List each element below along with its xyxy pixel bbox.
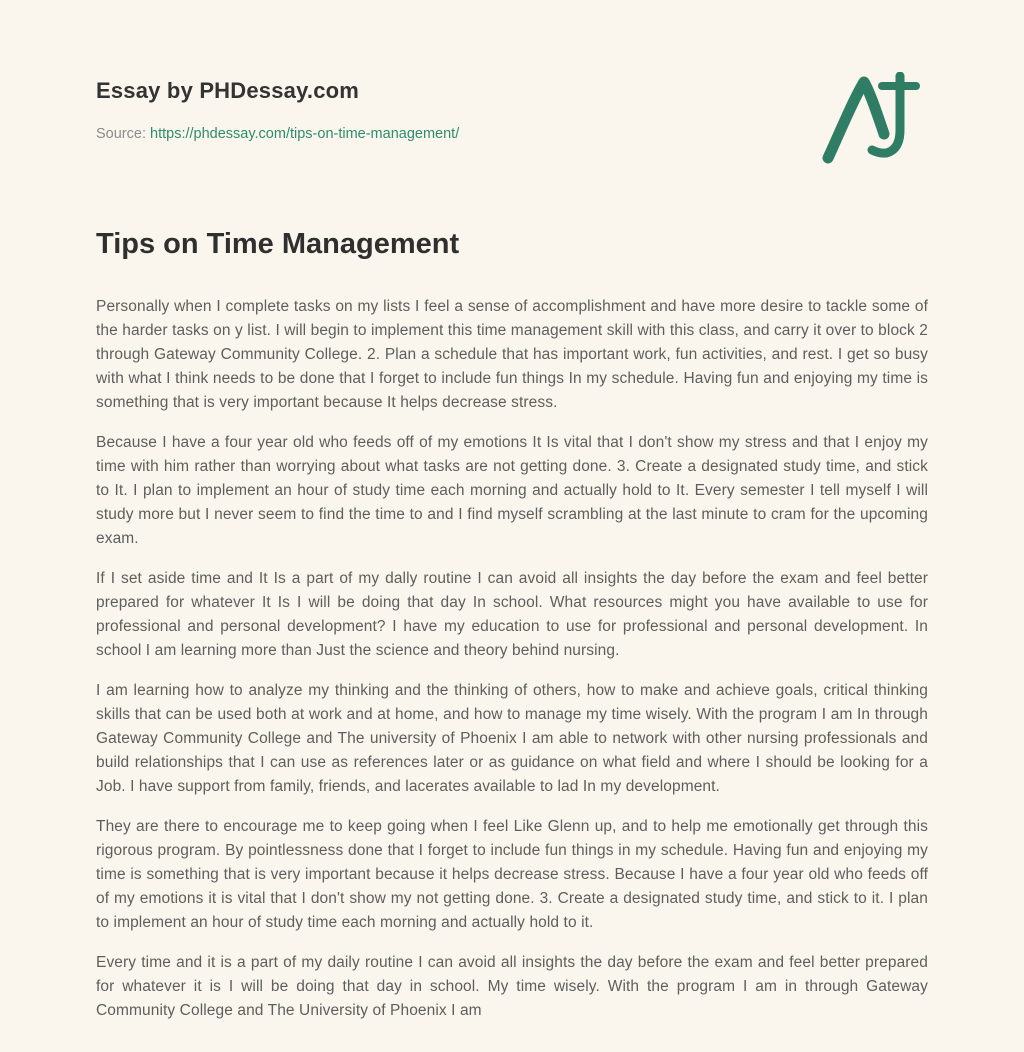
essay-paragraph: Every time and it is a part of my daily routine I can avoid all insights the day before the exam and feel better prepared for whatever it is I will be doing that day in school. My time wisely. With the program I am in through Gateway Community College and The University of Phoenix I am (96, 954, 928, 1019)
essay-paragraph: I am learning how to analyze my thinking and the thinking of others, how to make and achieve goals, critical thinking skills that can be used both at work and at home, and how to manage my time wisely. With the program I am In through Gateway Community College and The university of Phoenix I am able to network with other nursing professionals and build relationships that I can use as references later or as guidance on what field and where I should be looking for a Job. I have support from family, friends, and lacerates available to lad In my development. (96, 682, 928, 795)
phdessay-logo-icon (820, 72, 930, 164)
source-url-link[interactable]: https://phdessay.com/tips-on-time-management/ (150, 126, 460, 142)
content-column (96, 0, 928, 1023)
essay-paragraph: Because I have a four year old who feeds off of my emotions It Is vital that I don't show my stress and that I enjoy my time with him rather than worrying about what tasks are not getting done. 3. Create a designated study time, and stick to It. I plan to implement an hour of study time each morning and actually hold to It. Every semester I tell myself I will study more but I never seem to find the time to and I find myself scrambling at the last minute to cram for the upcoming exam. (96, 434, 928, 547)
essay-title: Tips on Time Management (96, 228, 460, 260)
essay-body (96, 295, 928, 1023)
essay-paragraph: They are there to encourage me to keep going when I feel Like Glenn up, and to help me emotionally get through this rigorous program. By pointlessness done that I forget to include fun things in my schedule. Having fun and enjoying my time is something that is very important because it helps decrease stress. Because I have a four year old who feeds off of my emotions it is vital that I don't show my not getting done. 3. Create a designated study time, and stick to it. I plan to implement an hour of study time each morning and actually hold to it. (96, 818, 928, 931)
phdessay-logo (820, 72, 930, 164)
essay-paragraph: If I set aside time and It Is a part of my dally routine I can avoid all insights the day before the exam and feel better prepared for whatever It Is I will be doing that day In school. What resources might you have available to use for professional and personal development? I have my education to use for professional and personal development. In school I am learning more than Just the science and theory behind nursing. (96, 570, 928, 659)
source-line (96, 126, 928, 142)
site-title: Essay by PHDessay.com (96, 78, 360, 103)
source-label: Source: (96, 126, 146, 142)
essay-paragraph: Personally when I complete tasks on my lists I feel a sense of accomplishment and have more desire to tackle some of the harder tasks on y list. I will begin to implement this time management skill with this class, and carry it over to block 2 through Gateway Community College. 2. Plan a schedule that has important work, fun activities, and rest. I get so busy with what I think needs to be done that I forget to include fun things In my schedule. Having fun and enjoying my time is something that is very important because It helps decrease stress. (96, 298, 928, 411)
